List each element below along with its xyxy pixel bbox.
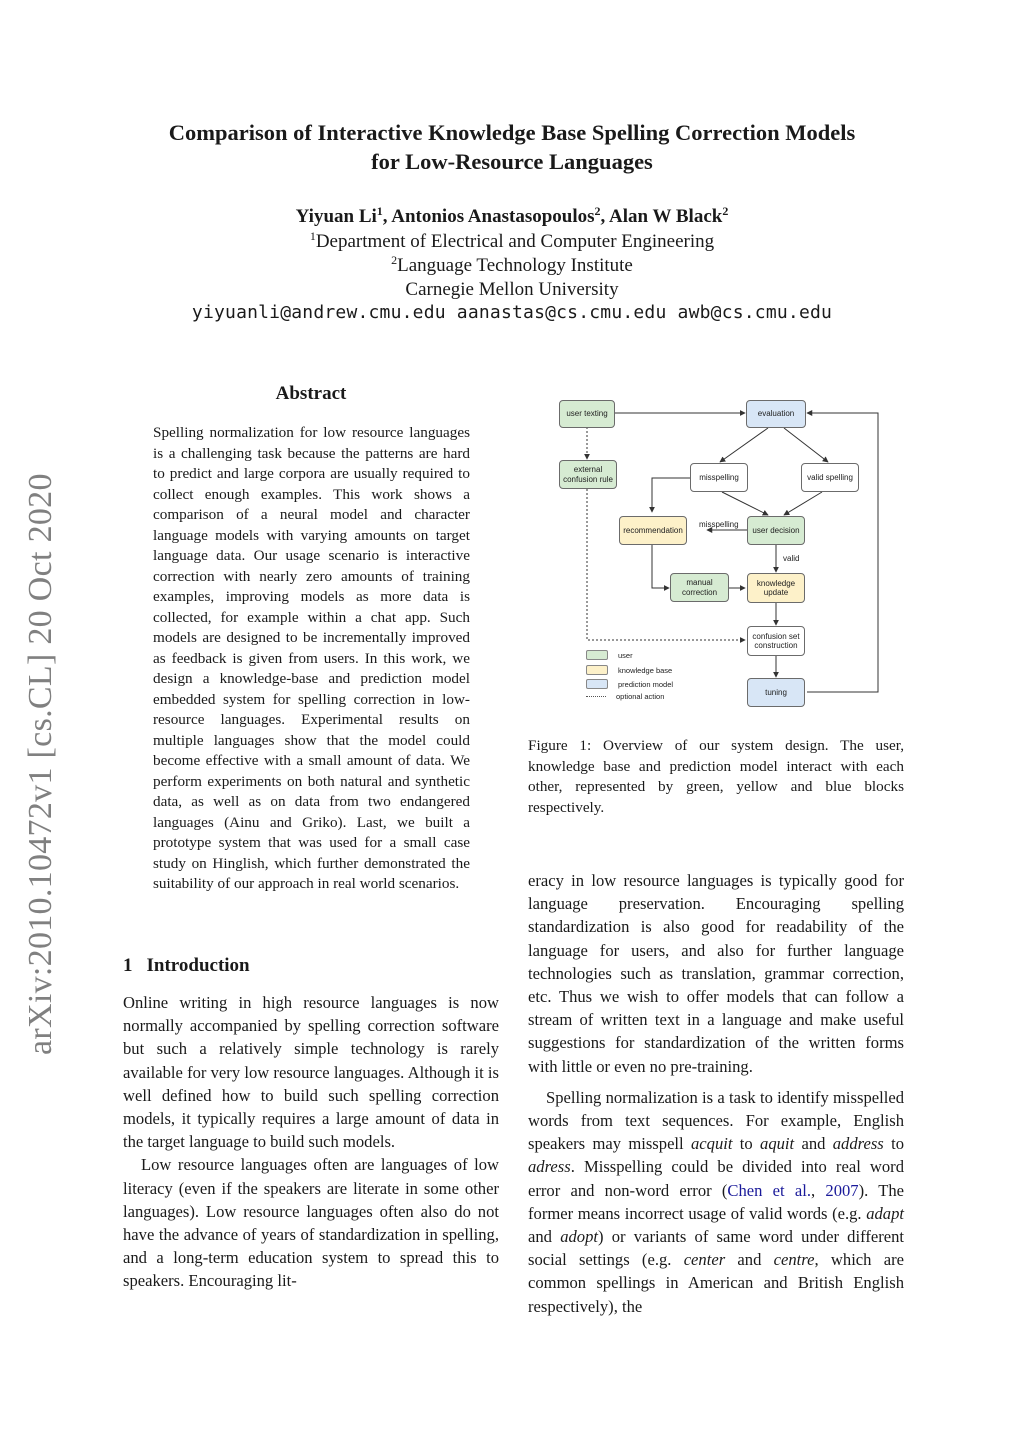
arxiv-stamp: arXiv:2010.10472v1 [cs.CL] 20 Oct 2020 [22,473,59,1055]
legend-prediction-model-swatch [586,679,608,689]
affiliation-2-sup: 2 [391,253,398,267]
paper-title [0,118,1024,176]
legend-optional-action-line [586,696,606,697]
example-adress: adress [528,1157,571,1177]
p4-text-f: ). The former means incorrect usage of valid words (e.g. [528,1180,904,1223]
intro-paragraph-4 [528,1086,904,1318]
affiliation-2 [0,254,1024,278]
abstract-text: Spelling normalization for low resource languages is a challenging task because the patterns are hard to predict and large corpora are usually required to collect enough examples. This work shows a comparison of a neural model and character language models with varying amounts on target language data. Our usage scenario is interactive correction with nearly zero amounts of training examples, improving models as more data is collected, for example within a chat app. Such models are designed to be incrementally improved as feedback is given from users. In this work, we design a knowledge-base and prediction model embedded system for spelling correction in low-resource languages. Experimental results on multiple languages show that the model could become effective with a small amount of data. We perform experiments on both natural and synthetic data, as well as on data from two endangered languages (Ainu and Griko). Last, we built a prototype system that was used for a small case study on Hinglish, which further demonstrated the suitability of our approach in real world scenarios. [153,424,470,892]
affiliation-2-text: Language Technology Institute [397,255,633,276]
author-emails: yiyuanli@andrew.cmu.edu aanastas@cs.cmu.edu awb@cs.cmu.edu [191,302,833,323]
p4-text-d: to [883,1134,904,1154]
p4-text-g: and [528,1227,561,1247]
example-adopt: adopt [560,1227,598,1247]
intro-paragraph-3: eracy in low resource languages is typically good for language preservation. Encouraging spelling standardization is also good for readability of the language for users, and also for further language technologies such as translation, grammar correction, etc. Thus we wish to offer models that can follow a stream of written text in a language and make useful suggestions for standardization of the written forms with little or even no pre-training. [528,871,904,1076]
p4-cite-sep: , [811,1180,826,1200]
node-valid-spelling: valid spelling [801,463,859,492]
node-tuning: tuning [747,678,805,707]
edge-eval-valid [784,428,828,462]
legend-user-label: user [618,650,633,660]
figure-1-caption: Figure 1: Overview of our system design. The user, knowledge base and prediction model interact with each other, represented by green, yellow and blue blocks respectively. [528,737,904,816]
section-number: 1 [123,955,133,976]
legend-knowledge-base-label: knowledge base [618,665,673,675]
node-recommendation: recommendation [619,516,687,545]
title-line-1: Comparison of Interactive Knowledge Base Spelling Correction Models [168,120,856,145]
edge-recommendation-manual [652,545,669,588]
figure-1-diagram [540,395,900,725]
p4-text-c: and [794,1134,833,1154]
p4-text-a: Spelling normalization is a task to identify misspelled words from text sequences. For example, English speakers may misspell [528,1087,904,1154]
left-column-body [123,991,499,1293]
figure-edges [540,395,900,725]
example-acquit: acquit [690,1134,733,1154]
example-centre: centre [773,1250,815,1270]
node-confusion-set-construction: confusion set construction [747,626,805,656]
author-list: Yiyuan Li$^1$, Antonios Anastasopoulos$^2$, Alan W Black$^2$ [295,204,729,227]
legend-prediction-model-label: prediction model [618,679,674,689]
affiliation-1 [0,230,1024,254]
affiliation-3: Carnegie Mellon University [405,279,619,300]
author-1-affil: 1 [376,204,383,218]
edge-label-misspelling: misspelling [699,520,739,529]
edge-misspelling-recommendation [652,478,690,512]
section-heading [123,955,250,977]
citation-chen-link[interactable]: Chen et al. [727,1180,812,1200]
right-column-body [528,869,904,1318]
legend-user [586,650,633,660]
p4-text-j: , which are common spellings in American and British English respectively), the [528,1250,904,1316]
author-3-affil: 2 [722,204,729,218]
section-title: Introduction [146,955,250,976]
node-user-decision: user decision [747,516,805,545]
affiliation-1-sup: 1 [309,229,316,243]
edge-external-confusion [587,489,745,640]
title-line-2: for Low-Resource Languages [371,149,653,174]
legend-knowledge-base-swatch [586,665,608,675]
p4-text-b: to [732,1134,761,1154]
p4-text-e: . Misspelling could be divided into real word error and non-word error ( [528,1157,904,1200]
node-user-texting: user texting [559,400,615,428]
p4-text-i: and [725,1250,774,1270]
node-evaluation: evaluation [746,400,806,428]
author-3: Alan W Black [608,206,723,227]
legend-knowledge-base [586,665,672,675]
affiliation-1-text: Department of Electrical and Computer Engineering [315,231,715,252]
legend-optional-action [586,692,664,701]
node-misspelling: misspelling [690,463,748,492]
edge-misspelling-decision [722,492,768,515]
intro-paragraph-2: Low resource languages often are languages of low literacy (even if the speakers are literate in some other languages). Low resource languages often also do not have the advance of years of standardization in spelling, and a long-term education system to spread this to speakers. Encouraging lit- [123,1155,499,1291]
example-center: center [683,1250,726,1270]
legend-prediction-model [586,679,673,689]
node-manual-correction: manual correction [670,573,729,602]
example-adapt: adapt [866,1203,904,1223]
legend-user-swatch [586,650,608,660]
legend-optional-action-label: optional action [616,692,665,701]
p4-text-h: ) or variants of same word under different social settings (e.g. [528,1227,905,1270]
node-knowledge-update: knowledge update [747,573,805,603]
citation-year-link[interactable]: 2007 [825,1180,859,1200]
abstract-heading: Abstract [275,383,347,404]
author-2-affil: 2 [594,204,601,218]
intro-paragraph-1: Online writing in high resource languages is now normally accompanied by spelling correction software but such a relatively simple technology is rarely available for very low resource languages. Although it is well defined how to build such spelling correction models, it typically requires a large amount of data in the target language to build such models. [123,993,499,1152]
author-1: Yiyuan Li [295,206,377,227]
node-external-confusion-rule: external confusion rule [559,460,617,489]
edge-valid-decision [784,492,822,515]
author-2: Antonios Anastasopoulos [391,206,595,227]
example-aquit: aquit [760,1134,795,1154]
edge-label-valid: valid [783,554,800,563]
edge-tuning-evaluation [807,413,878,692]
edge-eval-misspelling [720,428,768,462]
example-address: address [832,1134,884,1154]
